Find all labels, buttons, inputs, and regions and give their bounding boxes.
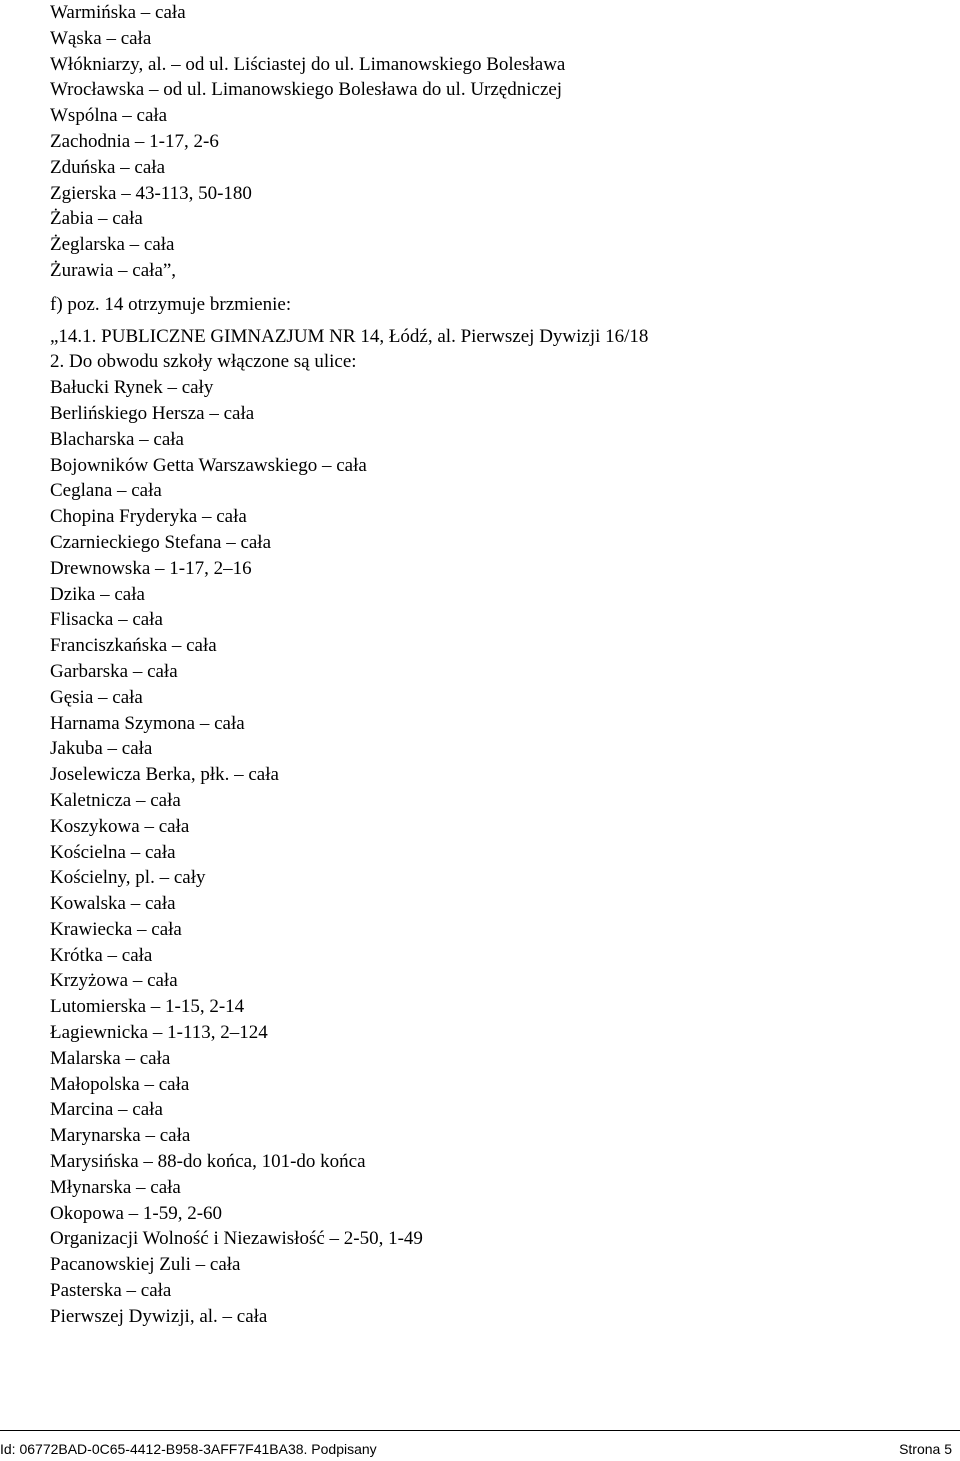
street-line: Chopina Fryderyka – cała: [50, 506, 247, 528]
street-line: Małopolska – cała: [50, 1073, 190, 1095]
street-line: Warmińska – cała: [50, 2, 186, 23]
street-line: Żeglarska – cała: [50, 234, 175, 256]
street-line: Włókniarzy, al. – od ul. Liściastej do ul. Limanowskiego Bolesława: [50, 53, 566, 75]
street-line: Joselewicza Berka, płk. – cała: [50, 764, 279, 786]
street-line: Wspólna – cała: [50, 105, 168, 127]
street-line: Koszykowa – cała: [50, 815, 190, 837]
street-line: Lutomierska – 1-15, 2-14: [50, 996, 245, 1018]
street-line: Berlińskiego Hersza – cała: [50, 402, 255, 424]
street-line: Dzika – cała: [50, 583, 145, 605]
street-line: Żabia – cała: [50, 208, 143, 230]
street-line: Pacanowskiej Zuli – cała: [50, 1254, 241, 1276]
street-line: Zachodnia – 1-17, 2-6: [50, 130, 219, 152]
street-line: Pasterska – cała: [50, 1280, 172, 1302]
street-line: Kościelna – cała: [50, 841, 176, 863]
street-line: Wrocławska – od ul. Limanowskiego Bolesława do ul. Urzędniczej: [50, 79, 563, 101]
section-label: f) poz. 14 otrzymuje brzmienie:: [50, 293, 292, 315]
street-line: Harnama Szymona – cała: [50, 712, 245, 734]
street-line: Ceglana – cała: [50, 480, 162, 502]
street-line: Malarska – cała: [50, 1047, 171, 1069]
street-line: Organizacji Wolność i Niezawisłość – 2-50, 1-49: [50, 1228, 423, 1250]
street-line: Krzyżowa – cała: [50, 970, 178, 992]
street-line: Żurawia – cała”,: [50, 259, 177, 281]
street-line: Pierwszej Dywizji, al. – cała: [50, 1305, 268, 1327]
street-line: Blacharska – cała: [50, 428, 184, 450]
street-line: Kaletnicza – cała: [50, 789, 181, 811]
street-line: Kościelny, pl. – cały: [50, 867, 206, 889]
street-line: Zduńska – cała: [50, 156, 166, 178]
street-line: Kowalska – cała: [50, 893, 176, 915]
street-line: Zgierska – 43-113, 50-180: [50, 182, 252, 204]
street-line: Okopowa – 1-59, 2-60: [50, 1202, 223, 1224]
street-line: Bałucki Rynek – cały: [50, 377, 214, 399]
street-line: Młynarska – cała: [50, 1176, 181, 1198]
street-line: Gęsia – cała: [50, 686, 143, 708]
street-line: Czarnieckiego Stefana – cała: [50, 531, 272, 553]
street-list-top: [50, 0, 930, 284]
school-title: „14.1. PUBLICZNE GIMNAZJUM NR 14, Łódź, al. Pierwszej Dywizji 16/18: [50, 325, 649, 347]
street-line: Bojowników Getta Warszawskiego – cała: [50, 454, 367, 476]
street-line: Krótka – cała: [50, 944, 153, 966]
street-line: Krawiecka – cała: [50, 918, 182, 940]
street-line: Marcina – cała: [50, 1099, 163, 1121]
page-number: Strona 5: [899, 1441, 952, 1457]
document-body: [50, 0, 930, 1330]
street-line: Drewnowska – 1-17, 2–16: [50, 557, 252, 579]
district-intro: 2. Do obwodu szkoły włączone są ulice:: [50, 351, 357, 373]
street-line: Garbarska – cała: [50, 660, 178, 682]
street-line: Marynarska – cała: [50, 1125, 191, 1147]
street-line: Marysińska – 88-do końca, 101-do końca: [50, 1151, 366, 1173]
street-line: Jakuba – cała: [50, 738, 153, 760]
street-list: [50, 375, 930, 1329]
street-line: Franciszkańska – cała: [50, 635, 217, 657]
document-id: Id: 06772BAD-0C65-4412-B958-3AFF7F41BA38. Podpisany: [0, 1441, 377, 1457]
street-line: Wąska – cała: [50, 27, 152, 49]
street-line: Łagiewnicka – 1-113, 2–124: [50, 1022, 268, 1044]
page-footer: [0, 1430, 960, 1457]
street-line: Flisacka – cała: [50, 609, 163, 631]
